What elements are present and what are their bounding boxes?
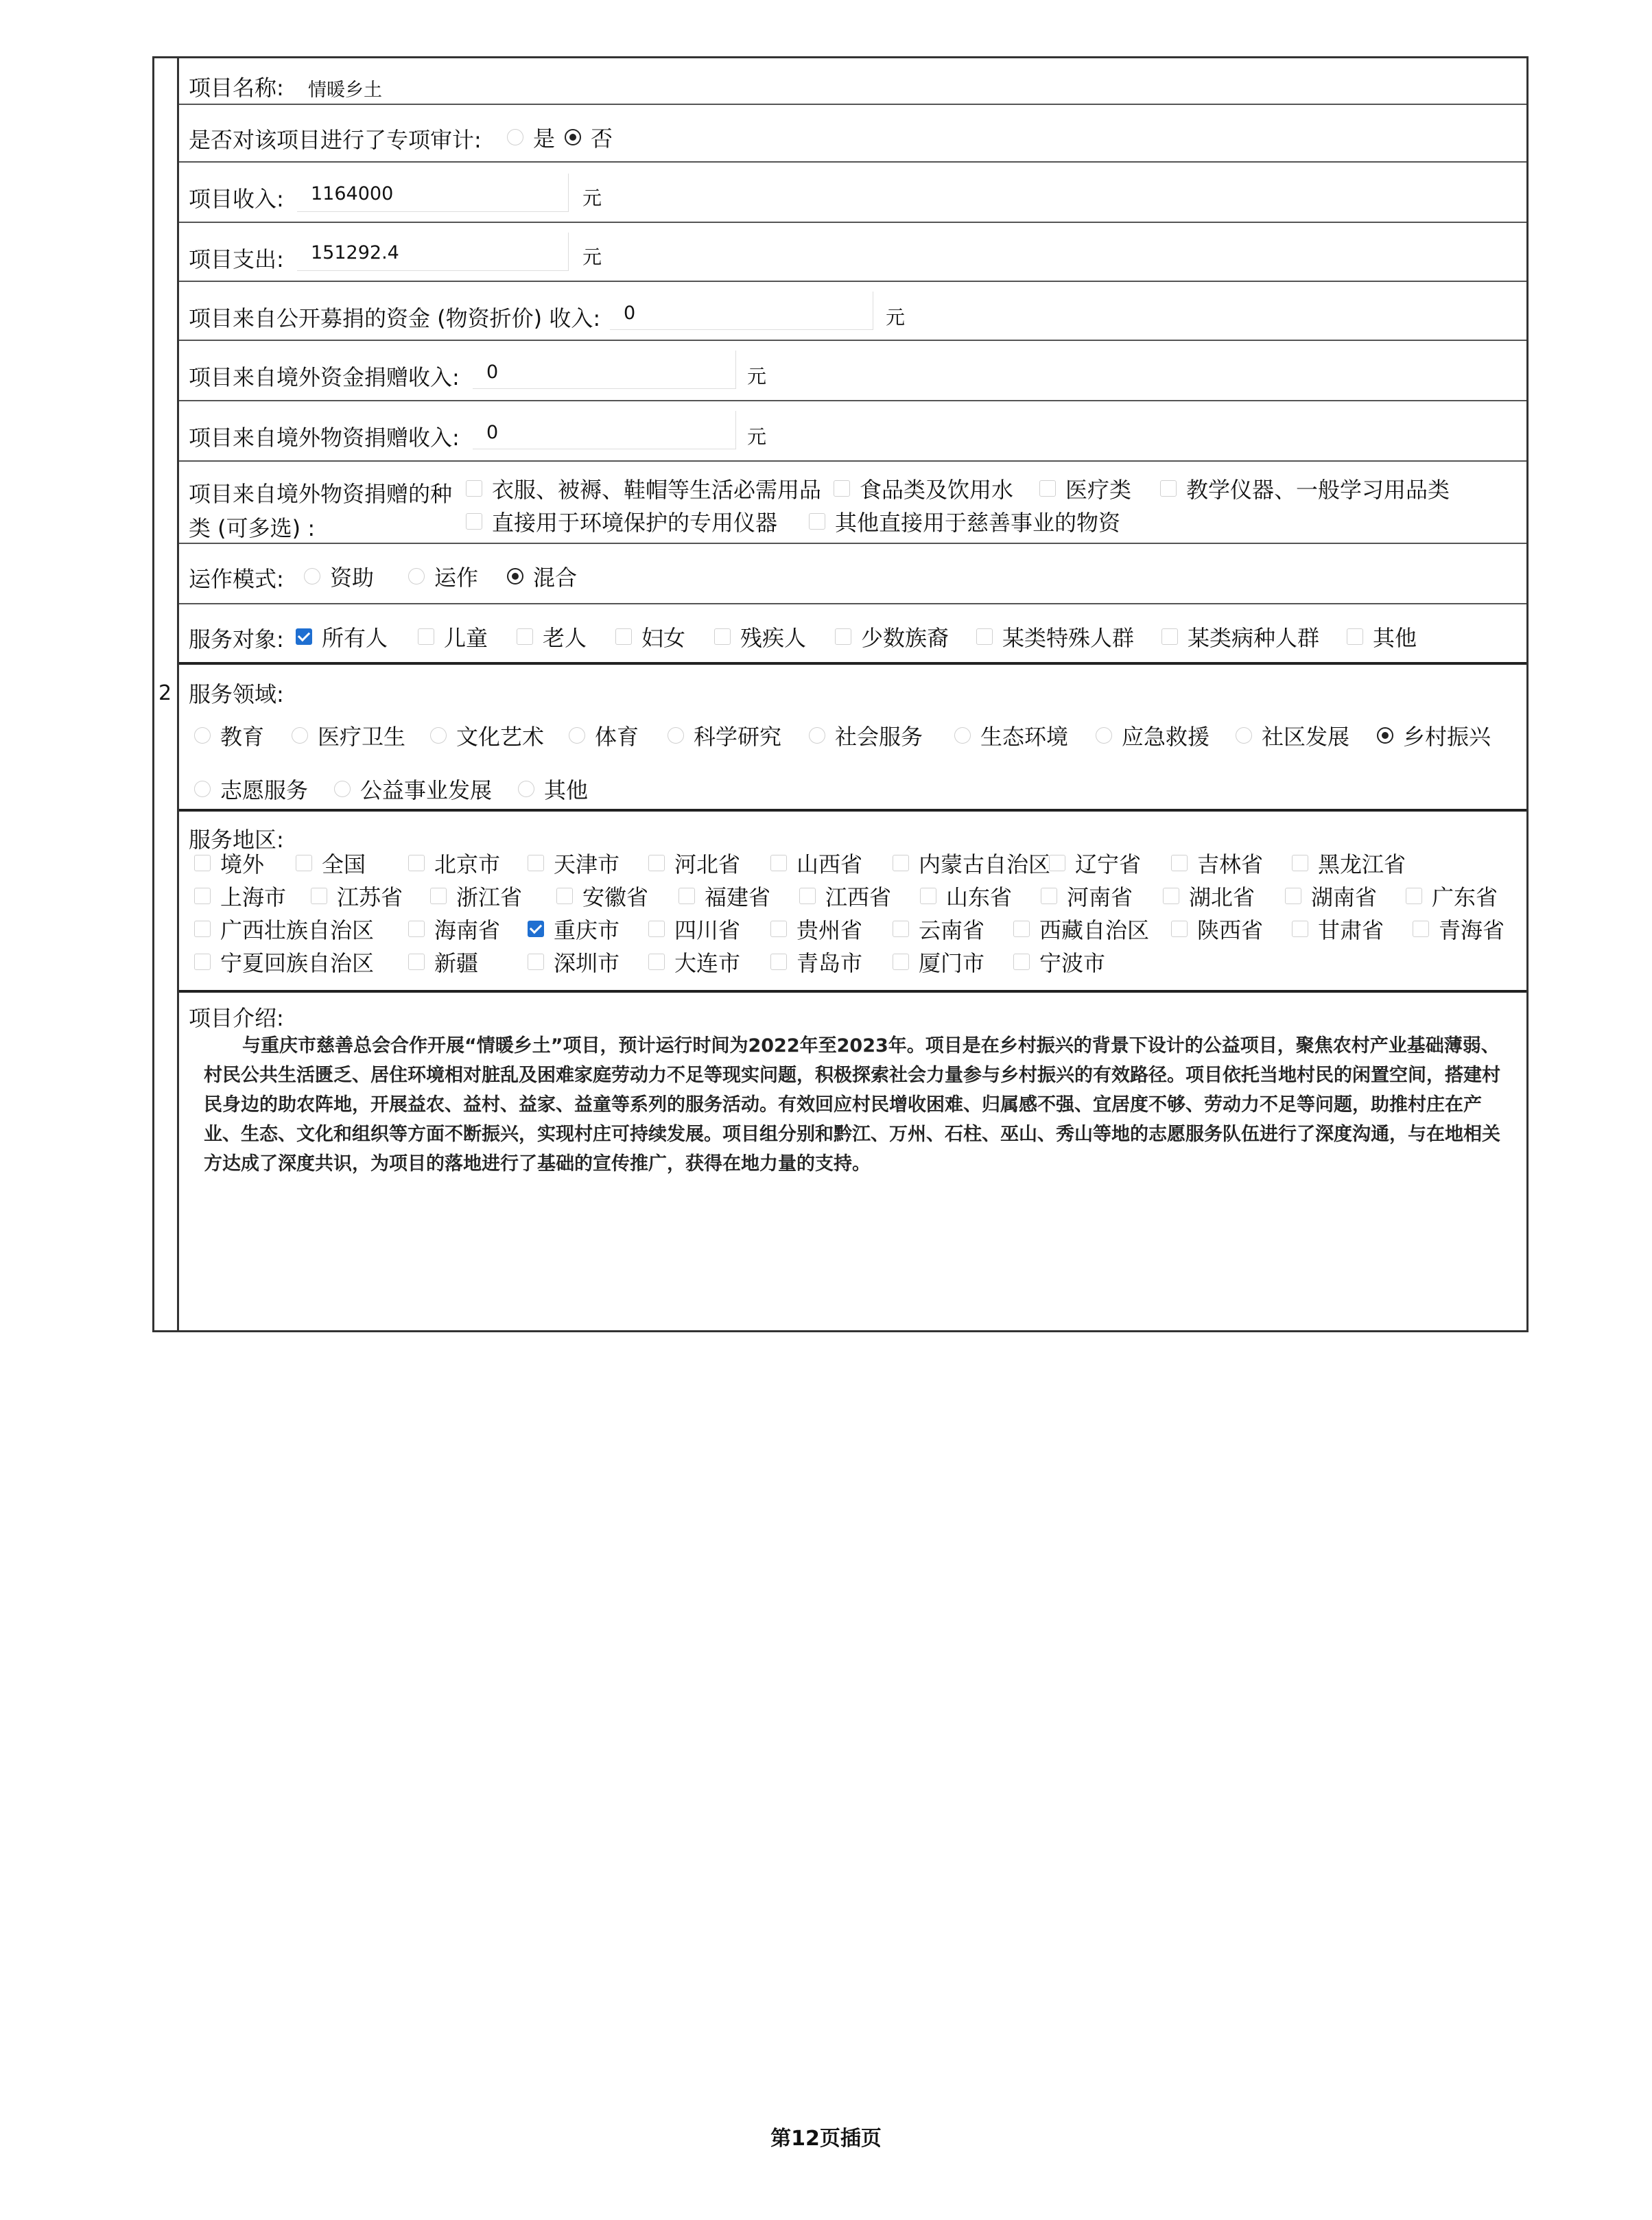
region-option-label: 境外 (220, 851, 265, 877)
goods-type-checkbox[interactable] (466, 480, 482, 497)
region-option[interactable] (1292, 913, 1384, 945)
service-target-checkbox[interactable] (418, 628, 434, 645)
service-field-radio[interactable] (518, 781, 534, 797)
region-option-label: 内蒙古自治区 (919, 851, 1051, 877)
row-number: 2 (158, 681, 172, 705)
region-checkbox-checked[interactable] (528, 921, 544, 937)
region-option[interactable] (893, 913, 984, 945)
region-option[interactable] (648, 946, 740, 978)
service-target-option[interactable] (517, 621, 587, 652)
public-fund-label: 项目来自公开募捐的资金 (物资折价) 收入: (189, 305, 601, 331)
region-option-label: 湖南省 (1311, 884, 1378, 910)
region-option[interactable] (194, 913, 374, 945)
region-option-label: 西藏自治区 (1039, 917, 1150, 943)
region-option[interactable] (296, 847, 366, 879)
service-target-option[interactable] (615, 621, 685, 652)
service-field-option-selected[interactable] (1377, 720, 1491, 751)
row-number-column (154, 58, 179, 1330)
service-target-option-label: 老人 (543, 625, 587, 651)
region-option[interactable] (430, 880, 522, 912)
expense-unit: 元 (582, 246, 602, 268)
audit-row (179, 105, 1526, 163)
service-target-option[interactable] (296, 621, 388, 652)
audit-no-radio[interactable] (565, 129, 581, 145)
region-checkbox[interactable] (528, 954, 544, 970)
service-target-checkbox[interactable] (714, 628, 731, 645)
region-checkbox[interactable] (1041, 888, 1057, 904)
introduction-label: 项目介绍: (189, 1005, 284, 1031)
service-target-checkbox[interactable] (976, 628, 993, 645)
operation-mode-label: 运作模式: (189, 566, 284, 592)
service-target-option[interactable] (976, 621, 1134, 652)
service-field-option[interactable] (668, 720, 781, 751)
public-fund-unit: 元 (886, 306, 906, 329)
region-checkbox[interactable] (678, 888, 695, 904)
region-checkbox[interactable] (648, 855, 665, 871)
region-option-label: 河北省 (674, 851, 741, 877)
service-target-checkbox[interactable] (517, 628, 533, 645)
operation-mode-option-operate[interactable] (408, 560, 478, 592)
service-field-radio[interactable] (1096, 727, 1112, 744)
goods-type-option[interactable] (466, 506, 777, 537)
region-option[interactable] (770, 847, 862, 879)
audit-yes-radio[interactable] (507, 129, 523, 145)
region-option-label: 广西壮族自治区 (220, 917, 375, 943)
region-checkbox[interactable] (408, 921, 425, 937)
income-label: 项目收入: (189, 186, 284, 212)
region-checkbox[interactable] (1163, 888, 1179, 904)
goods-type-option-label: 教学仪器、一般学习用品类 (1186, 477, 1450, 503)
audit-option-yes[interactable] (507, 121, 555, 153)
region-option-label: 辽宁省 (1075, 851, 1142, 877)
region-option-label: 贵州省 (796, 917, 863, 943)
region-option[interactable] (1171, 847, 1263, 879)
operation-mode-option-label: 资助 (330, 565, 375, 591)
service-region-row (179, 812, 1526, 993)
service-field-option[interactable] (194, 773, 308, 805)
service-target-label: 服务对象: (189, 626, 284, 652)
overseas-goods-field[interactable] (473, 411, 736, 449)
service-field-radio-selected[interactable] (1377, 727, 1393, 744)
region-checkbox[interactable] (648, 954, 665, 970)
public-fund-field[interactable] (610, 292, 873, 330)
service-field-option-label: 其他 (544, 777, 589, 803)
region-checkbox[interactable] (893, 855, 909, 871)
region-checkbox[interactable] (194, 921, 211, 937)
region-option[interactable] (408, 847, 500, 879)
service-target-option-label: 少数族裔 (861, 625, 949, 651)
region-checkbox[interactable] (1292, 921, 1308, 937)
region-option-label: 大连市 (674, 950, 741, 976)
region-option[interactable] (648, 847, 740, 879)
region-checkbox[interactable] (296, 855, 312, 871)
region-option-label: 上海市 (220, 884, 287, 910)
region-option-label: 全国 (322, 851, 366, 877)
region-checkbox[interactable] (1413, 921, 1429, 937)
overseas-fund-field[interactable] (473, 351, 736, 389)
operation-mode-option-label: 混合 (533, 565, 578, 591)
service-field-radio[interactable] (668, 727, 684, 744)
audit-no-label: 否 (591, 126, 613, 152)
region-option[interactable] (799, 880, 891, 912)
region-option[interactable] (893, 946, 984, 978)
service-field-radio[interactable] (569, 727, 585, 744)
region-option-label: 云南省 (919, 917, 985, 943)
region-option-label: 黑龙江省 (1318, 851, 1406, 877)
region-checkbox[interactable] (1049, 855, 1065, 871)
service-field-option-label: 社区发展 (1262, 724, 1350, 750)
audit-yes-label: 是 (533, 126, 556, 152)
region-option[interactable] (1171, 913, 1263, 945)
region-option-label: 重庆市 (554, 917, 620, 943)
service-field-option-label: 医疗卫生 (318, 724, 406, 750)
region-option-label: 宁夏回族自治区 (220, 950, 375, 976)
operation-mode-option-mixed[interactable] (507, 560, 577, 592)
region-checkbox[interactable] (1171, 855, 1188, 871)
service-field-option[interactable] (194, 720, 264, 751)
region-option[interactable] (770, 913, 862, 945)
region-option[interactable] (920, 880, 1012, 912)
region-checkbox[interactable] (799, 888, 816, 904)
service-field-option[interactable] (292, 720, 405, 751)
region-option[interactable] (1285, 880, 1377, 912)
goods-type-option[interactable] (1160, 473, 1450, 504)
region-checkbox[interactable] (1013, 954, 1030, 970)
region-option[interactable] (1406, 880, 1498, 912)
goods-type-row (179, 462, 1526, 544)
service-field-option[interactable] (954, 720, 1068, 751)
service-target-option-label: 残疾人 (740, 625, 807, 651)
operation-mode-option-fund[interactable] (304, 560, 374, 592)
region-checkbox[interactable] (194, 855, 211, 871)
form-content (179, 58, 1526, 1330)
region-checkbox[interactable] (556, 888, 573, 904)
service-target-checkbox-checked[interactable] (296, 628, 312, 645)
region-checkbox[interactable] (408, 954, 425, 970)
region-option[interactable] (408, 946, 478, 978)
goods-type-label-line2: 类 (可多选) : (189, 515, 316, 541)
region-option[interactable] (556, 880, 648, 912)
region-checkbox[interactable] (770, 921, 787, 937)
service-field-option[interactable] (569, 720, 639, 751)
income-row (179, 163, 1526, 223)
service-field-option-label: 乡村振兴 (1403, 724, 1491, 750)
expense-value: 151292.4 (311, 242, 399, 263)
project-name-row (179, 58, 1526, 105)
region-checkbox[interactable] (408, 855, 425, 871)
goods-type-label-line1: 项目来自境外物资捐赠的种 (189, 481, 453, 507)
service-field-option-label: 公益事业发展 (360, 777, 493, 803)
goods-type-option[interactable] (834, 473, 1013, 504)
region-checkbox[interactable] (648, 921, 665, 937)
region-checkbox[interactable] (194, 954, 211, 970)
region-option[interactable] (528, 946, 620, 978)
region-option-label: 新疆 (434, 950, 479, 976)
service-target-option[interactable] (835, 621, 949, 652)
service-field-radio[interactable] (194, 781, 211, 797)
region-option[interactable] (194, 847, 264, 879)
service-field-option-label: 科学研究 (694, 724, 782, 750)
region-checkbox[interactable] (1406, 888, 1422, 904)
service-field-option-label: 生态环境 (980, 724, 1069, 750)
operation-mode-row (179, 544, 1526, 604)
region-option[interactable] (678, 880, 770, 912)
service-region-label: 服务地区: (189, 827, 284, 853)
goods-type-option-label: 医疗类 (1065, 477, 1132, 503)
region-checkbox[interactable] (920, 888, 936, 904)
region-checkbox[interactable] (311, 888, 327, 904)
region-option[interactable] (1041, 880, 1133, 912)
introduction-text: 与重庆市慈善总会合作开展“情暖乡土”项目，预计运行时间为2022年至2023年。项目是在乡村振兴的背景下设计的公益项目，聚焦农村产业基础薄弱、村民公共生活匮乏、居住环境相对脏乱及困难家庭劳动力不足等现实问题，积极探索社会力量参与乡村振兴的有效路径。项目依托当地村民的闲置空间，搭建村民身边的助农阵地，开展益农、益村、益家、益童等系列的服务活动。有效回应村民增收困难、归属感不强、宜居度不够、劳动力不足等问题，助推村庄在产业、生态、文化和组织等方面不断振兴，实现村庄可持续发展。项目组分别和黔江、万州、石柱、巫山、秀山等地的志愿服务队伍进行了深度沟通，与在地相关方达成了深度共识，为项目的落地进行了基础的宣传推广，获得在地力量的支持。 (204, 1035, 1500, 1174)
operation-mode-radio[interactable] (304, 568, 320, 584)
service-field-option[interactable] (518, 773, 588, 805)
region-option[interactable] (1049, 847, 1141, 879)
region-option[interactable] (1163, 880, 1255, 912)
goods-type-checkbox[interactable] (809, 513, 825, 530)
region-option[interactable] (1292, 847, 1406, 879)
page-footer: 第12页插页 (770, 2127, 882, 2151)
goods-type-option[interactable] (809, 506, 1120, 537)
service-target-option[interactable] (714, 621, 806, 652)
service-field-option[interactable] (1236, 720, 1349, 751)
overseas-goods-value: 0 (486, 422, 499, 443)
region-option[interactable] (648, 913, 740, 945)
region-option-label: 海南省 (434, 917, 501, 943)
service-field-radio[interactable] (334, 781, 351, 797)
project-name-value: 情暖乡土 (308, 80, 382, 101)
region-option-label: 河南省 (1067, 884, 1133, 910)
region-option[interactable] (1013, 946, 1105, 978)
region-checkbox[interactable] (770, 954, 787, 970)
region-option[interactable] (408, 913, 500, 945)
service-target-option-label: 妇女 (641, 625, 686, 651)
region-option-label: 青岛市 (796, 950, 863, 976)
service-field-option[interactable] (1096, 720, 1210, 751)
goods-type-option-label: 食品类及饮用水 (860, 477, 1014, 503)
region-option-label: 吉林省 (1197, 851, 1264, 877)
region-option[interactable] (311, 880, 403, 912)
region-option[interactable] (1413, 913, 1504, 945)
operation-mode-option-label: 运作 (434, 565, 479, 591)
service-target-option-label: 某类病种人群 (1188, 625, 1320, 651)
region-checkbox[interactable] (1285, 888, 1301, 904)
service-field-label: 服务领域: (189, 681, 284, 707)
region-checkbox[interactable] (1171, 921, 1188, 937)
goods-type-option-label: 衣服、被褥、鞋帽等生活必需用品 (492, 477, 822, 503)
service-field-option-label: 志愿服务 (220, 777, 309, 803)
region-option-label: 宁波市 (1039, 950, 1106, 976)
overseas-goods-label: 项目来自境外物资捐赠收入: (189, 425, 460, 451)
region-option-label: 四川省 (674, 917, 741, 943)
service-field-option-label: 应急救援 (1122, 724, 1210, 750)
region-option-label: 江苏省 (337, 884, 403, 910)
operation-mode-radio[interactable] (408, 568, 425, 584)
service-field-option-label: 文化艺术 (456, 724, 545, 750)
service-target-option-label: 某类特殊人群 (1002, 625, 1135, 651)
overseas-fund-value: 0 (486, 362, 499, 383)
service-field-radio[interactable] (430, 727, 447, 744)
region-option-label: 江西省 (825, 884, 892, 910)
project-name-label: 项目名称: (189, 75, 284, 101)
region-option-label: 安徽省 (582, 884, 649, 910)
region-option-label: 北京市 (434, 851, 501, 877)
region-option-label: 甘肃省 (1318, 917, 1384, 943)
region-option-label: 天津市 (554, 851, 620, 877)
operation-mode-radio-selected[interactable] (507, 568, 523, 584)
goods-type-checkbox[interactable] (466, 513, 482, 530)
region-option[interactable] (194, 880, 286, 912)
service-target-checkbox[interactable] (615, 628, 632, 645)
overseas-goods-row (179, 401, 1526, 462)
service-field-radio[interactable] (809, 727, 825, 744)
service-target-option-label: 儿童 (444, 625, 488, 651)
overseas-fund-label: 项目来自境外资金捐赠收入: (189, 364, 460, 390)
public-fund-value: 0 (624, 303, 636, 324)
overseas-fund-unit: 元 (747, 365, 767, 388)
service-field-option-label: 教育 (220, 724, 265, 750)
service-field-option-label: 体育 (595, 724, 639, 750)
audit-option-no[interactable] (565, 121, 613, 153)
income-value: 1164000 (311, 183, 394, 204)
project-form-table (152, 56, 1529, 1332)
region-option[interactable] (194, 946, 374, 978)
region-option-label: 青海省 (1439, 917, 1505, 943)
region-checkbox[interactable] (430, 888, 447, 904)
service-field-option[interactable] (334, 773, 492, 805)
region-checkbox[interactable] (1292, 855, 1308, 871)
service-field-option-label: 社会服务 (835, 724, 923, 750)
region-checkbox[interactable] (528, 855, 544, 871)
region-option-label: 福建省 (705, 884, 771, 910)
service-target-checkbox[interactable] (835, 628, 851, 645)
service-field-radio[interactable] (954, 727, 971, 744)
service-target-option[interactable] (418, 621, 488, 652)
goods-type-option-label: 其他直接用于慈善事业的物资 (835, 510, 1121, 536)
region-option-label: 厦门市 (919, 950, 985, 976)
service-field-row (179, 665, 1526, 812)
service-target-option-label: 所有人 (322, 625, 388, 651)
service-target-checkbox[interactable] (1161, 628, 1178, 645)
goods-type-option[interactable] (466, 473, 821, 504)
overseas-goods-unit: 元 (747, 425, 767, 448)
region-option[interactable] (528, 913, 620, 945)
region-option-label: 湖北省 (1189, 884, 1255, 910)
region-option-label: 山东省 (946, 884, 1013, 910)
service-target-checkbox[interactable] (1347, 628, 1363, 645)
income-unit: 元 (582, 187, 602, 209)
service-target-option[interactable] (1347, 621, 1417, 652)
service-field-radio[interactable] (292, 727, 308, 744)
region-option-label: 深圳市 (554, 950, 620, 976)
region-option[interactable] (893, 847, 1050, 879)
expense-label: 项目支出: (189, 246, 284, 272)
region-option[interactable] (528, 847, 620, 879)
region-option-label: 山西省 (796, 851, 863, 877)
region-option-label: 浙江省 (456, 884, 523, 910)
service-target-option-label: 其他 (1373, 625, 1417, 651)
expense-row (179, 223, 1526, 282)
region-checkbox[interactable] (1013, 921, 1030, 937)
goods-type-option-label: 直接用于环境保护的专用仪器 (492, 510, 778, 536)
goods-type-checkbox[interactable] (1160, 480, 1177, 497)
introduction-row (179, 993, 1526, 1330)
public-fund-row (179, 282, 1526, 341)
region-checkbox[interactable] (893, 921, 909, 937)
region-option-label: 陕西省 (1197, 917, 1264, 943)
service-target-row (179, 604, 1526, 665)
service-target-option[interactable] (1161, 621, 1319, 652)
region-option[interactable] (1013, 913, 1149, 945)
region-checkbox[interactable] (770, 855, 787, 871)
service-field-radio[interactable] (194, 727, 211, 744)
service-field-option[interactable] (430, 720, 544, 751)
region-option[interactable] (770, 946, 862, 978)
service-field-option[interactable] (809, 720, 923, 751)
audit-label: 是否对该项目进行了专项审计: (189, 127, 482, 153)
overseas-fund-row (179, 341, 1526, 401)
region-option-label: 广东省 (1432, 884, 1498, 910)
goods-type-checkbox[interactable] (1039, 480, 1056, 497)
region-checkbox[interactable] (194, 888, 211, 904)
region-checkbox[interactable] (893, 954, 909, 970)
service-field-radio[interactable] (1236, 727, 1252, 744)
goods-type-checkbox[interactable] (834, 480, 850, 497)
goods-type-option[interactable] (1039, 473, 1131, 504)
